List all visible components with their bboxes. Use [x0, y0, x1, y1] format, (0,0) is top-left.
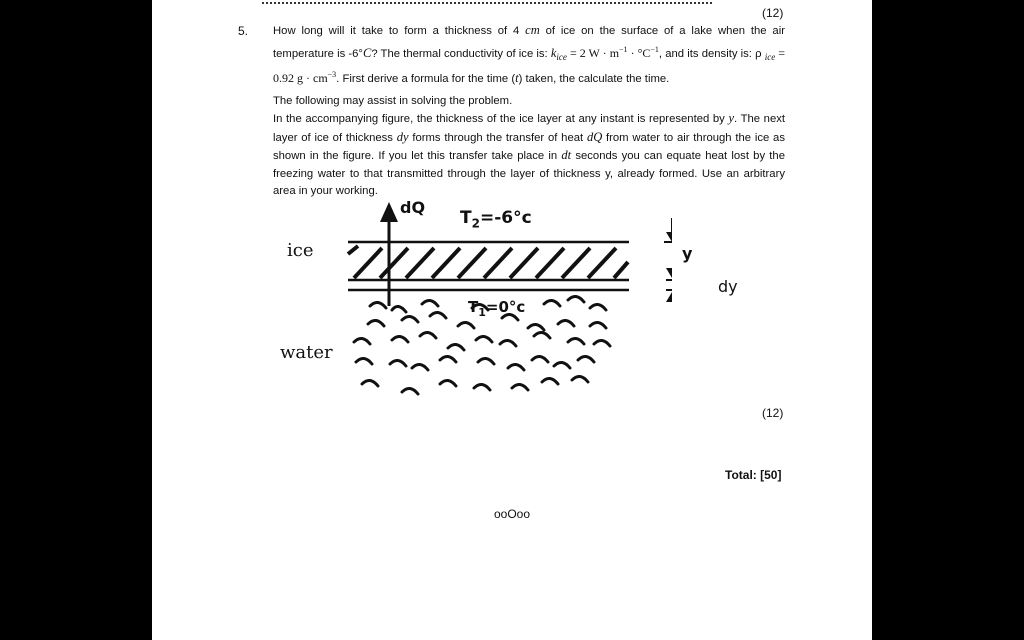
- q-k-exp2: −1: [650, 44, 659, 54]
- q-text-f: ) taken, the calculate the time.: [518, 72, 670, 85]
- q-text-a: How long will it take to form a thickness of 4: [273, 25, 526, 37]
- q-k-val: = 2 W · m: [566, 45, 620, 60]
- cut-off-line: [262, 0, 712, 4]
- hint-text: [273, 110, 785, 201]
- q-C: C: [362, 45, 372, 60]
- hint-intro: The following may assist in solving the problem.: [273, 95, 513, 107]
- document-page: [152, 0, 872, 640]
- q-text-c: ? The thermal conductivity of ice is:: [371, 47, 551, 60]
- label-y: y: [682, 244, 693, 263]
- t1-letter: T: [468, 298, 479, 316]
- label-dy: dy: [718, 277, 738, 296]
- q-text-d: , and its density is: ρ: [658, 47, 765, 60]
- q-text-b: of ice on the surface of a lake when the air temperature is -6°: [273, 25, 785, 60]
- q-rho-val: = 0.92 g · cm: [273, 45, 785, 85]
- question-number: 5.: [238, 24, 249, 38]
- label-dq: dQ: [400, 198, 426, 217]
- h-y: y: [728, 111, 735, 125]
- t1-value: =0°c: [485, 298, 526, 316]
- dq-arrow-head: [380, 202, 398, 222]
- q-k-mid: · °C: [627, 45, 651, 60]
- q-t: t: [515, 70, 519, 85]
- question-text: [273, 22, 785, 89]
- label-ice: ice: [287, 240, 314, 261]
- label-t2: [460, 208, 532, 230]
- marks-bottom: (12): [762, 406, 784, 420]
- h-text-e: seconds you can equate heat lost by the freezing water to that transmitted through the layer of thickness y, already formed. Use an arbitrary area in your working.: [273, 150, 785, 198]
- h-dt: dt: [561, 148, 572, 163]
- t2-value: =-6°c: [479, 208, 532, 228]
- h-dy: dy: [396, 129, 409, 144]
- q-text-e: . First derive a formula for the time (: [336, 72, 516, 85]
- t2-letter: T: [460, 208, 472, 228]
- total-marks: Total: [50]: [725, 468, 782, 482]
- q-rho-sub: ice: [764, 51, 776, 62]
- end-marker: ooOoo: [494, 507, 531, 521]
- q-cm: cm: [525, 23, 540, 37]
- h-text-a: In the accompanying figure, the thickness of the ice layer at any instant is represented by: [273, 113, 729, 125]
- h-text-b: . The next layer of ice of thickness: [273, 113, 786, 144]
- q-k-exp1: −1: [619, 44, 628, 54]
- t1-sub: 1: [478, 306, 486, 319]
- t2-sub: 2: [471, 216, 480, 231]
- marks-top: (12): [762, 6, 784, 20]
- q-k-sub: ice: [556, 51, 567, 62]
- q-k: k: [550, 45, 557, 60]
- h-text-c: forms through the transfer of heat: [408, 131, 587, 144]
- ice-water-figure: [272, 196, 672, 411]
- h-text-d: from water to air through the ice as shown in the figure. If you let this transfer take place in: [273, 131, 785, 163]
- q-rho-exp: −3: [327, 70, 337, 80]
- label-water: water: [280, 342, 333, 363]
- label-t1: [468, 298, 525, 319]
- h-dQ: dQ: [586, 129, 603, 144]
